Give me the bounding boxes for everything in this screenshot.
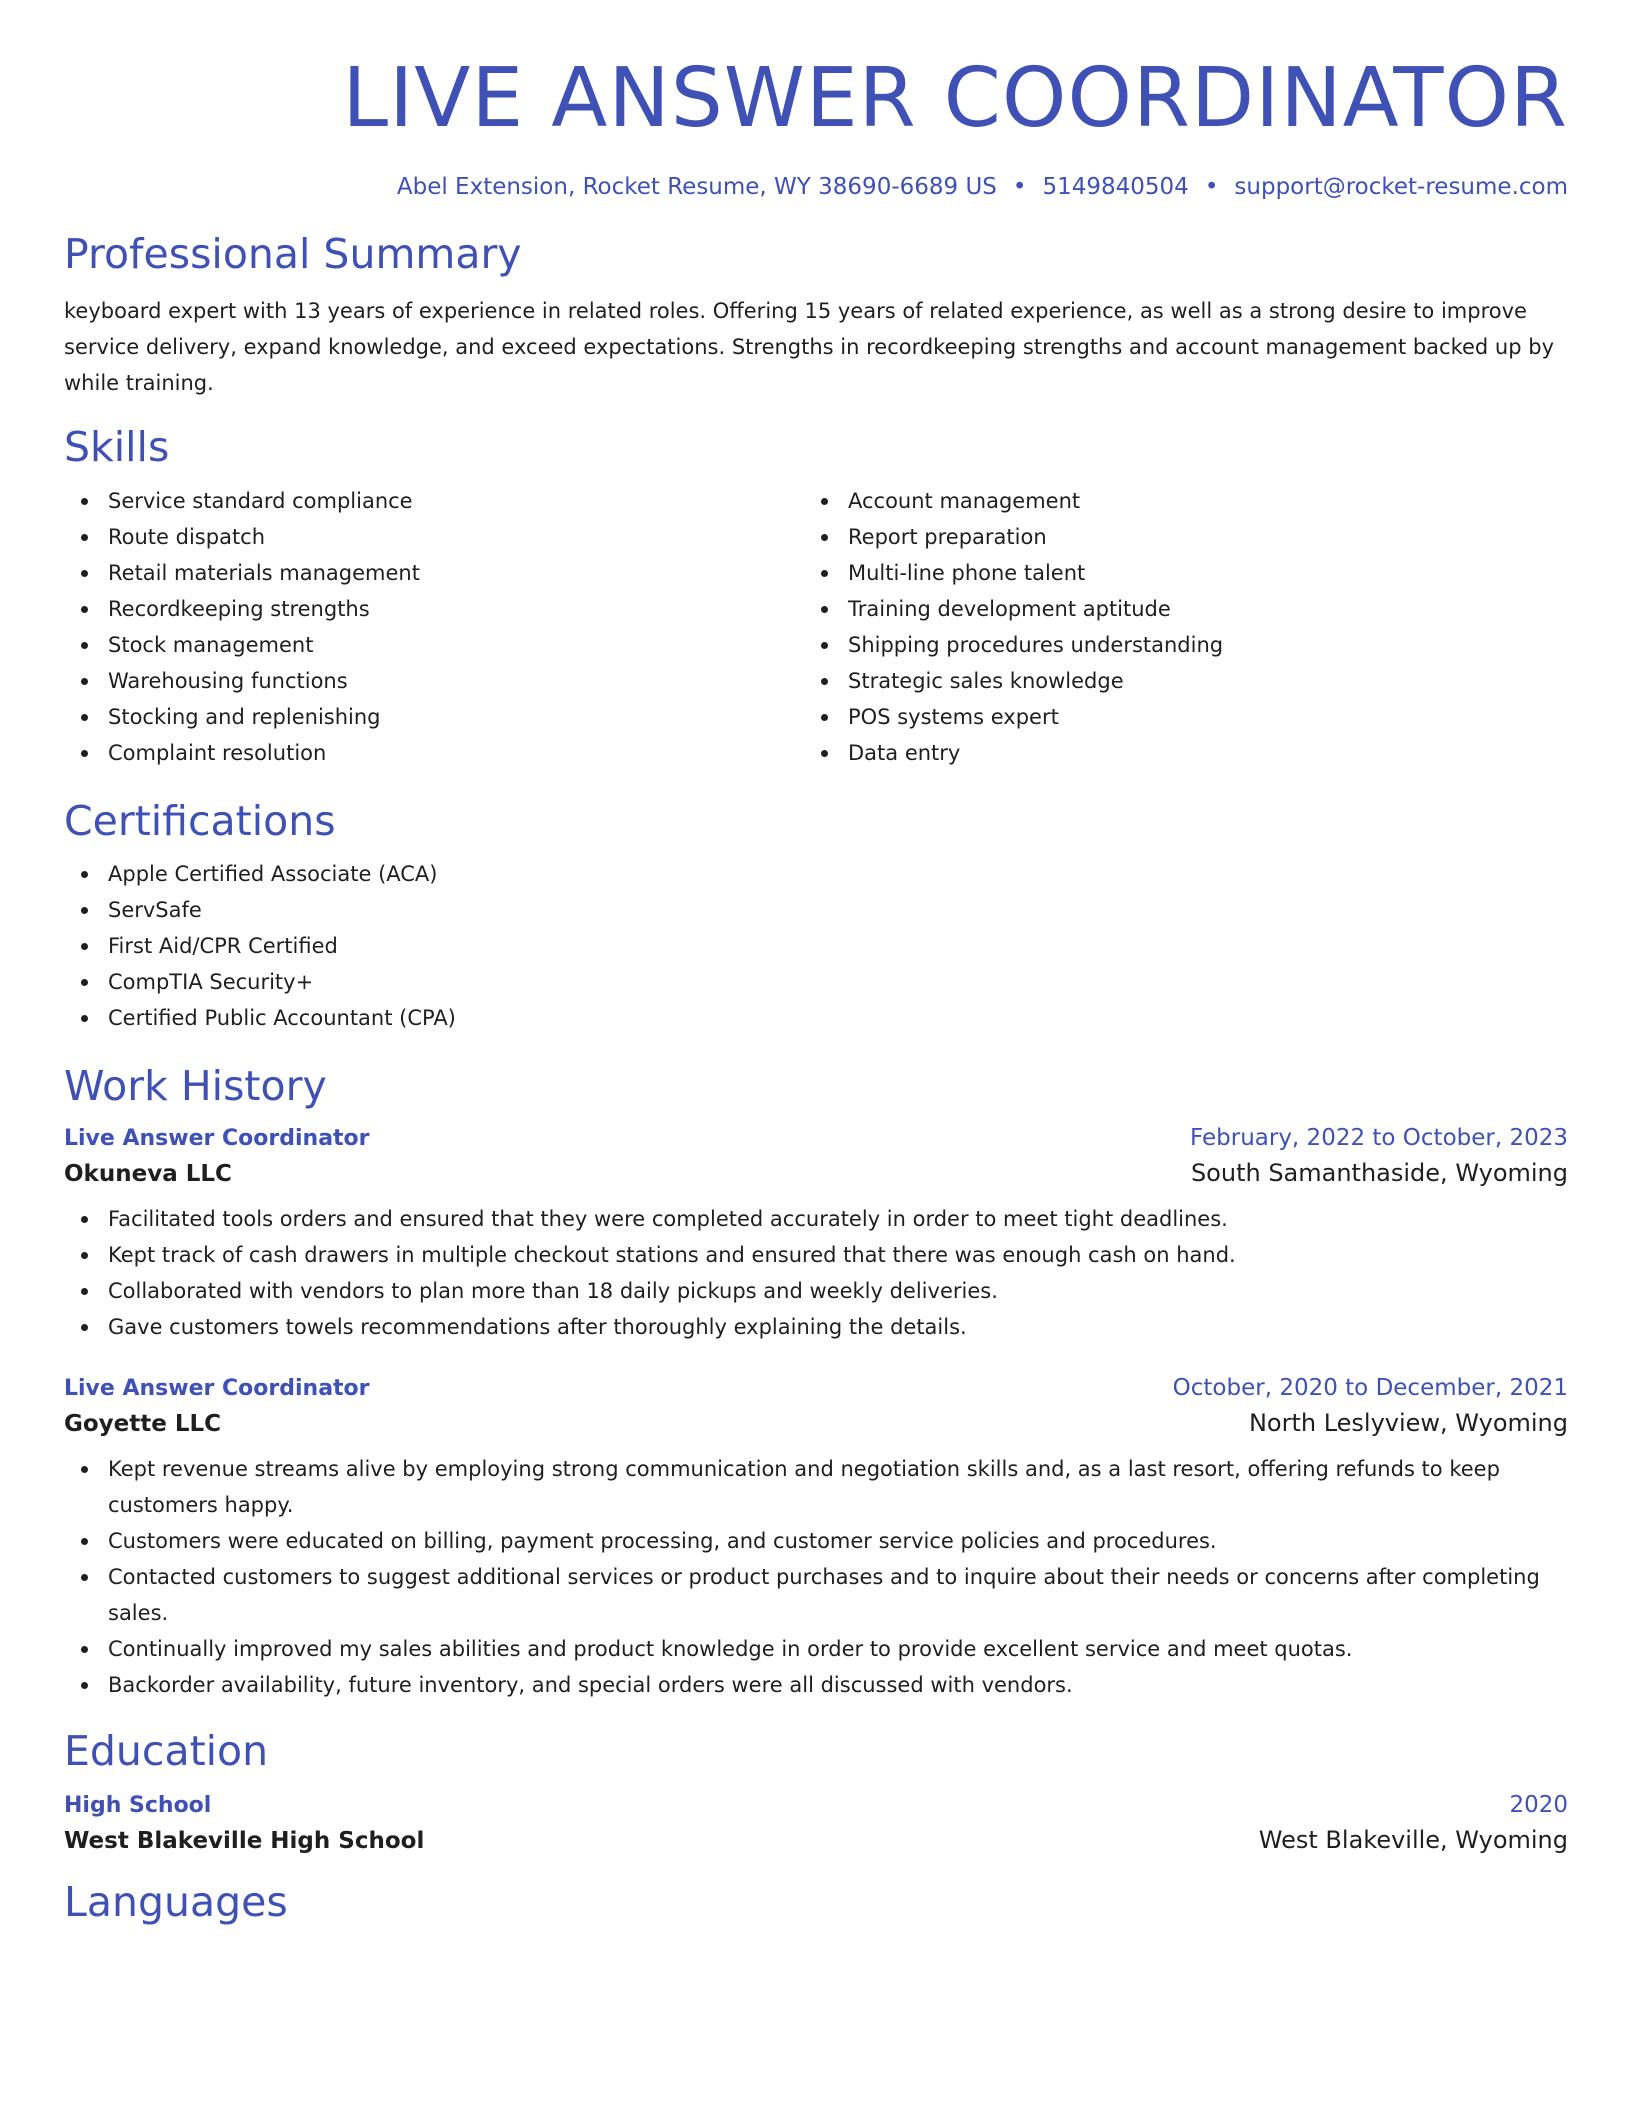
section-title-summary: Professional Summary [64, 230, 522, 279]
job-employer-row [64, 1159, 1568, 1187]
skill-item: Training development aptitude [848, 591, 1568, 627]
email-link[interactable]: support@rocket-resume.com [1234, 174, 1568, 201]
phone: 5149840504 [1042, 174, 1189, 201]
section-title-work: Work History [64, 1061, 327, 1110]
employer-name: Okuneva LLC [64, 1160, 232, 1187]
job-bullet: Backorder availability, future inventory, and special orders were all discussed with vendors. [108, 1667, 1568, 1703]
certifications-section [64, 797, 1568, 1036]
education-year: 2020 [1509, 1792, 1568, 1819]
summary-section [64, 230, 1568, 401]
certification-item: Certified Public Accountant (CPA) [108, 1000, 1568, 1036]
job-entry [64, 1375, 1568, 1703]
job-dates: October, 2020 to December, 2021 [1172, 1374, 1568, 1401]
skills-section [64, 423, 1568, 770]
employer-name: Goyette LLC [64, 1410, 222, 1437]
skill-item: Account management [848, 483, 1568, 519]
skill-item: Shipping procedures understanding [848, 627, 1568, 663]
section-title-education: Education [64, 1726, 269, 1775]
skill-item: Recordkeeping strengths [108, 591, 804, 627]
job-bullet: Gave customers towels recommendations after thoroughly explaining the details. [108, 1309, 1568, 1345]
work-section [64, 1062, 1568, 1703]
job-bullet: Facilitated tools orders and ensured that they were completed accurately in order to meet tight deadlines. [108, 1201, 1568, 1237]
job-dates: February, 2022 to October, 2023 [1190, 1124, 1568, 1151]
summary-text: keyboard expert with 13 years of experience in related roles. Offering 15 years of related experience, as well as a strong desire to improve service delivery, expand knowledge, and exceed expectations. Strengths in recordkeeping strengths and account management backed up by while training. [64, 299, 1555, 396]
job-title: Live Answer Coordinator [64, 1125, 370, 1151]
job-bullet: Collaborated with vendors to plan more than 18 daily pickups and weekly deliveries. [108, 1273, 1568, 1309]
job-header-row [64, 1375, 1568, 1401]
certification-item: Apple Certified Associate (ACA) [108, 856, 1568, 892]
section-title-skills: Skills [64, 423, 170, 472]
school-location: West Blakeville, Wyoming [1258, 1826, 1568, 1855]
skill-item: Data entry [848, 735, 1568, 771]
certification-item: First Aid/CPR Certified [108, 928, 1568, 964]
certification-item: CompTIA Security+ [108, 964, 1568, 1000]
resume-header [64, 0, 1568, 200]
school-name: West Blakeville High School [64, 1828, 425, 1855]
skill-item: Multi-line phone talent [848, 555, 1568, 591]
skill-item: Report preparation [848, 519, 1568, 555]
section-title-languages: Languages [64, 1878, 288, 1927]
job-entry [64, 1125, 1568, 1345]
skill-item: POS systems expert [848, 699, 1568, 735]
job-bullet: Kept track of cash drawers in multiple checkout stations and ensured that there was enough cash on hand. [108, 1237, 1568, 1273]
skill-item: Stock management [108, 627, 804, 663]
job-bullet: Customers were educated on billing, payment processing, and customer service policies and procedures. [108, 1523, 1568, 1559]
skills-list-left [64, 483, 804, 771]
skills-grid [64, 473, 1568, 771]
job-bullets [64, 1201, 1568, 1345]
skill-item: Retail materials management [108, 555, 804, 591]
job-header-row [64, 1125, 1568, 1151]
job-bullet: Contacted customers to suggest additional services or product purchases and to inquire about their needs or concerns after completing sales. [108, 1559, 1568, 1631]
contact-line [64, 174, 1568, 200]
languages-section [64, 1878, 1568, 1927]
job-employer-row [64, 1409, 1568, 1437]
certification-item: ServSafe [108, 892, 1568, 928]
address: Abel Extension, Rocket Resume, WY 38690-6689 US [396, 174, 997, 201]
education-degree: High School [64, 1793, 212, 1819]
job-location: South Samanthaside, Wyoming [1190, 1158, 1568, 1187]
separator-dot: • [1204, 174, 1219, 201]
skill-item: Route dispatch [108, 519, 804, 555]
job-location: North Leslyview, Wyoming [1248, 1408, 1568, 1437]
skill-item: Strategic sales knowledge [848, 663, 1568, 699]
job-title: Live Answer Coordinator [64, 1375, 370, 1401]
education-header-row [64, 1792, 1568, 1818]
job-bullet: Kept revenue streams alive by employing strong communication and negotiation skills and, as a last resort, offering refunds to keep customers happy. [108, 1451, 1568, 1523]
job-bullets [64, 1451, 1568, 1703]
skill-item: Warehousing functions [108, 663, 804, 699]
skill-item: Stocking and replenishing [108, 699, 804, 735]
section-title-certifications: Certifications [64, 796, 336, 845]
skill-item: Complaint resolution [108, 735, 804, 771]
certifications-list [64, 856, 1568, 1036]
skill-item: Service standard compliance [108, 483, 804, 519]
separator-dot: • [1012, 174, 1027, 201]
job-bullet: Continually improved my sales abilities and product knowledge in order to provide excellent service and meet quotas. [108, 1631, 1568, 1667]
education-school-row [64, 1826, 1568, 1854]
skills-list-right [804, 483, 1568, 771]
candidate-name: LIVE ANSWER COORDINATOR [342, 51, 1568, 146]
education-section [64, 1727, 1568, 1854]
